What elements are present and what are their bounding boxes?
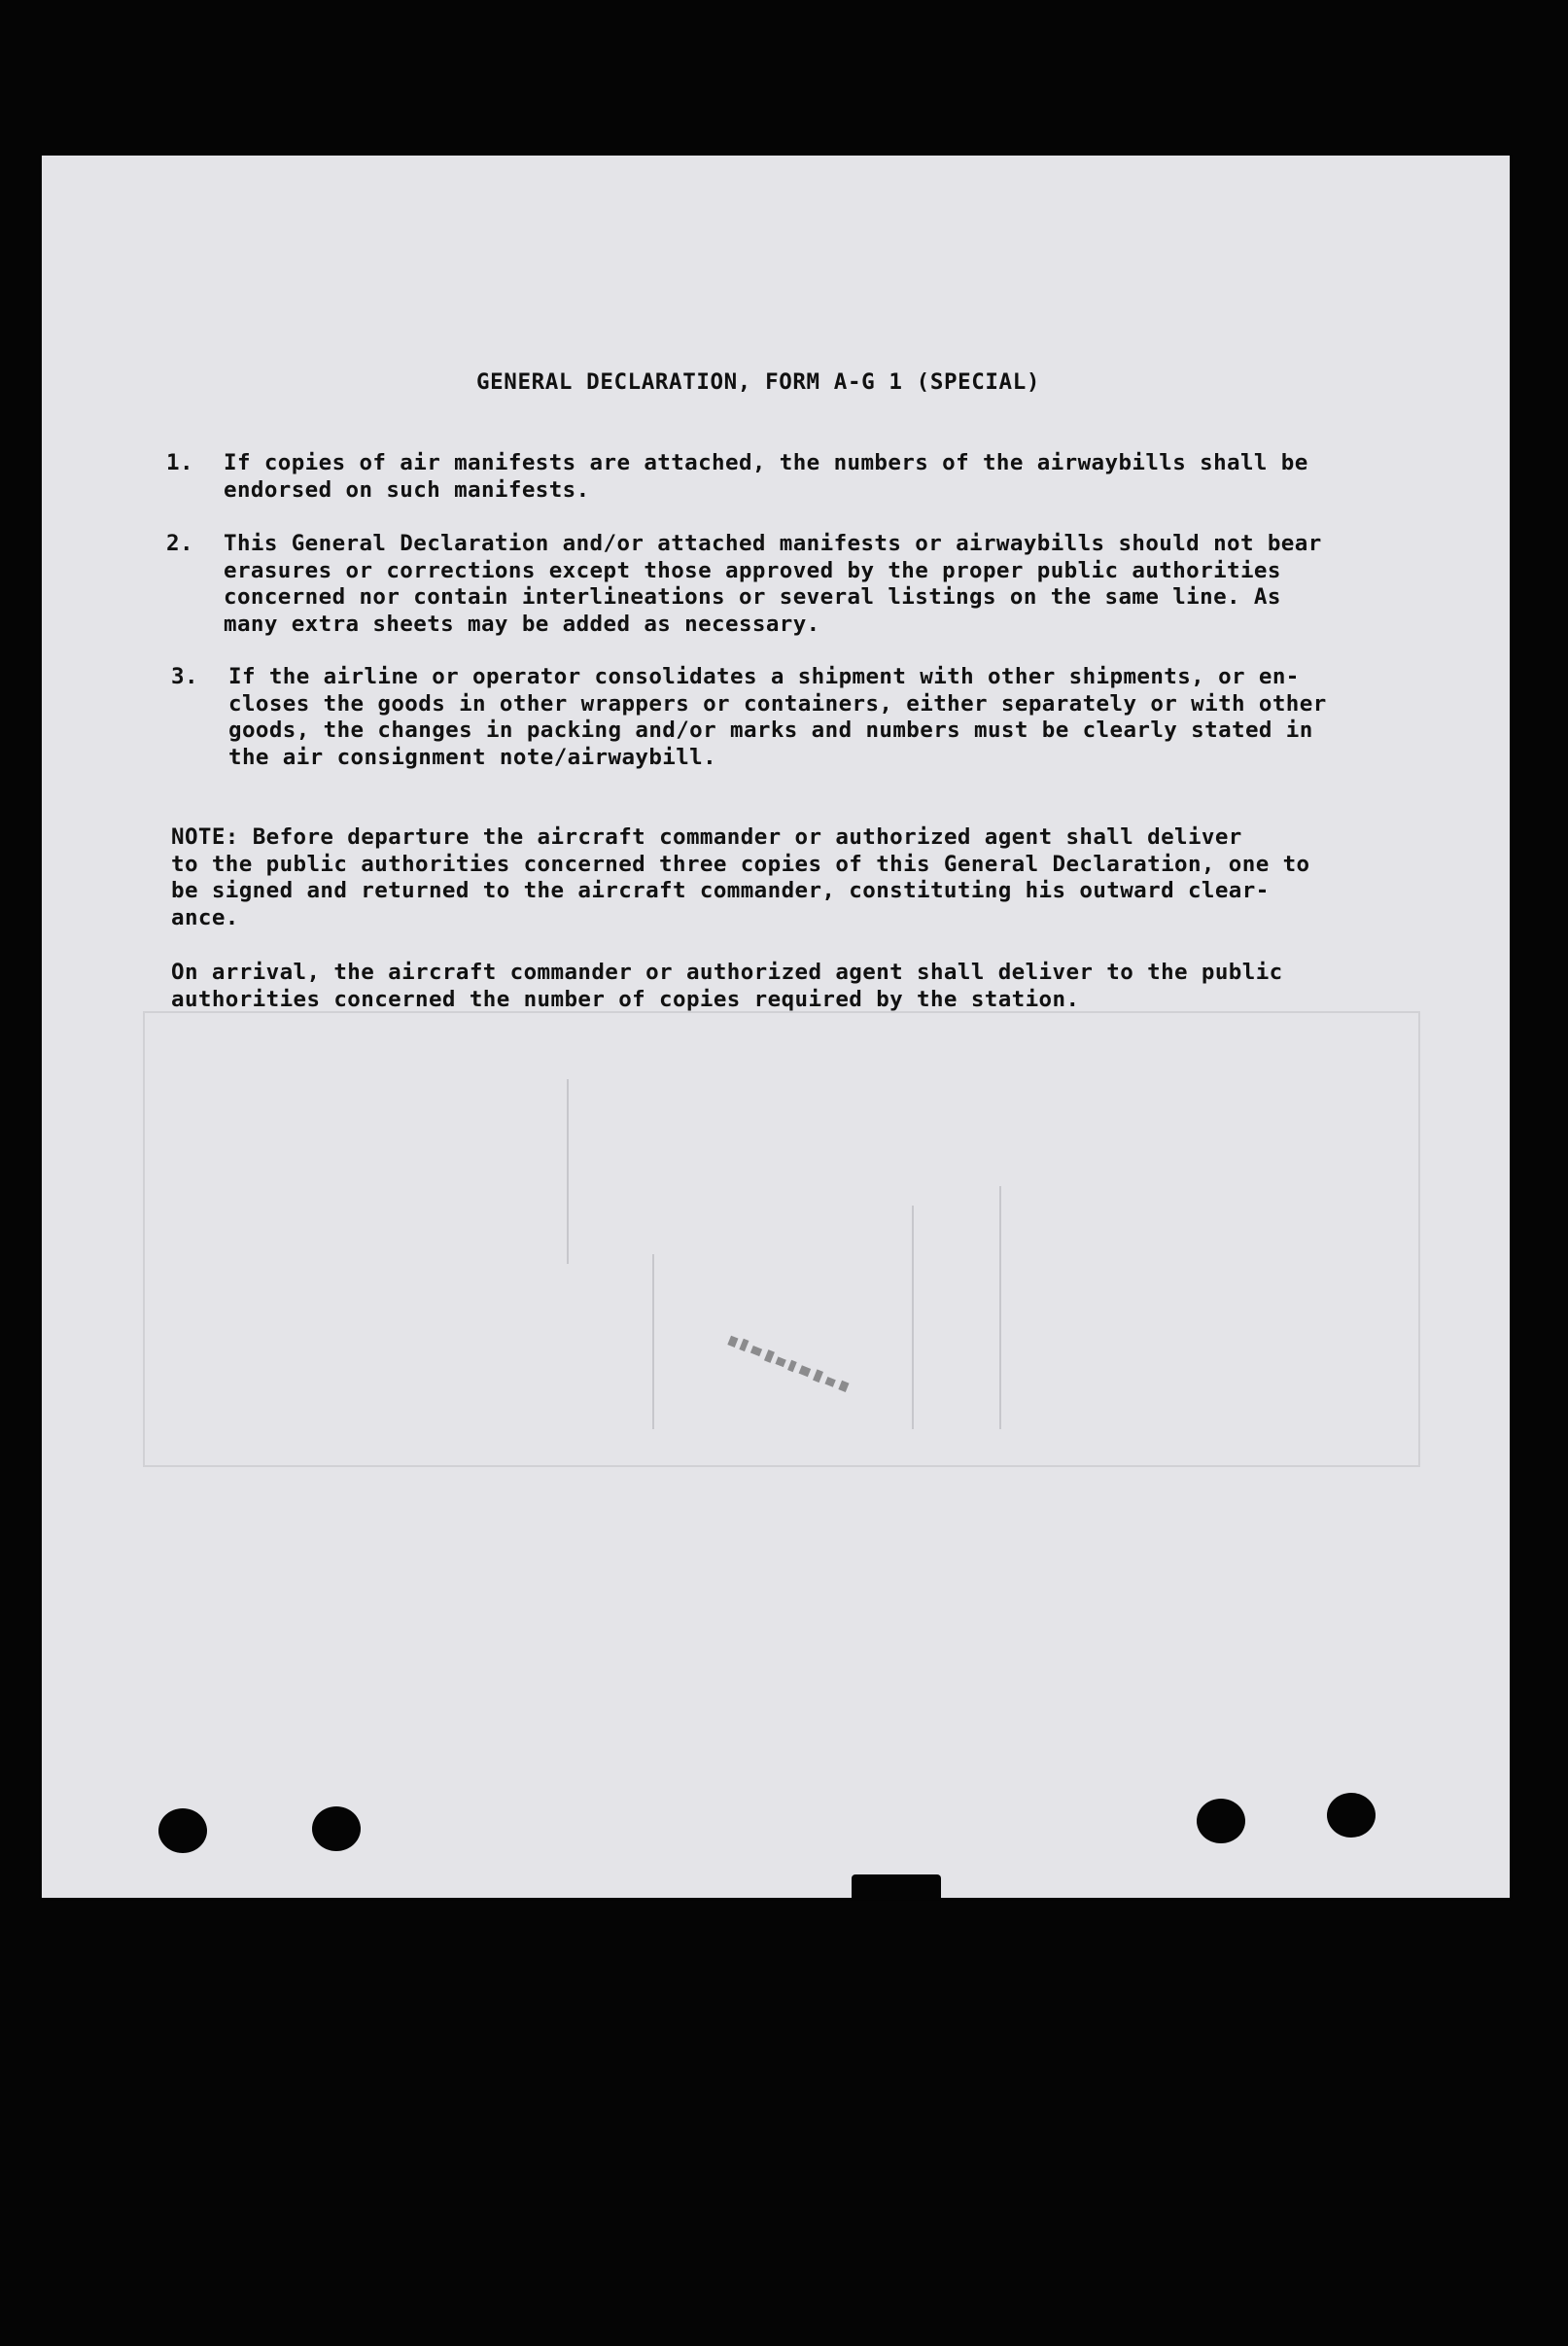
punch-hole <box>312 1806 361 1851</box>
punch-hole <box>158 1808 207 1853</box>
document-page <box>42 156 1510 1898</box>
item-text: If the airline or operator consolidates a shipment with other shipments, or en- closes the goods in other wrappers or containers, either separately or with other goods, the changes in packing and/or marks and numbers must be clearly stated in the air consignment note/airwaybill. <box>228 664 1327 770</box>
show-through-line <box>652 1254 654 1429</box>
page-title: GENERAL DECLARATION, FORM A-G 1 (SPECIAL) <box>476 369 1040 395</box>
note-text: Before departure the aircraft commander or authorized agent shall deliver to the public authorities concerned three copies of this General Declaration, one to be signed and returned to the aircraft commander, constituting his outward clear- ance. <box>171 824 1310 930</box>
note-label: NOTE: <box>171 824 239 850</box>
show-through-line <box>999 1186 1001 1429</box>
show-through-line <box>567 1079 569 1264</box>
item-number: 2. <box>166 531 193 556</box>
item-text: This General Declaration and/or attached manifests or airwaybills should not bear erasures or corrections except those approved by the proper public authorities concerned nor contain interlineations or several listings on the same line. As many extra sheets may be added as necessary. <box>224 531 1322 637</box>
item-number: 3. <box>171 664 198 689</box>
arrival-paragraph: On arrival, the aircraft commander or authorized agent shall deliver to the public authorities concerned the number of copies required by the station. <box>171 960 1283 1012</box>
note-paragraph <box>171 824 1381 931</box>
punch-hole <box>1197 1799 1245 1843</box>
item-number: 1. <box>166 450 193 475</box>
binding-clip <box>852 1874 941 1900</box>
show-through-line <box>912 1206 914 1429</box>
item-text: If copies of air manifests are attached, the numbers of the airwaybills shall be endorsed on such manifests. <box>224 450 1308 503</box>
punch-hole <box>1327 1793 1376 1838</box>
